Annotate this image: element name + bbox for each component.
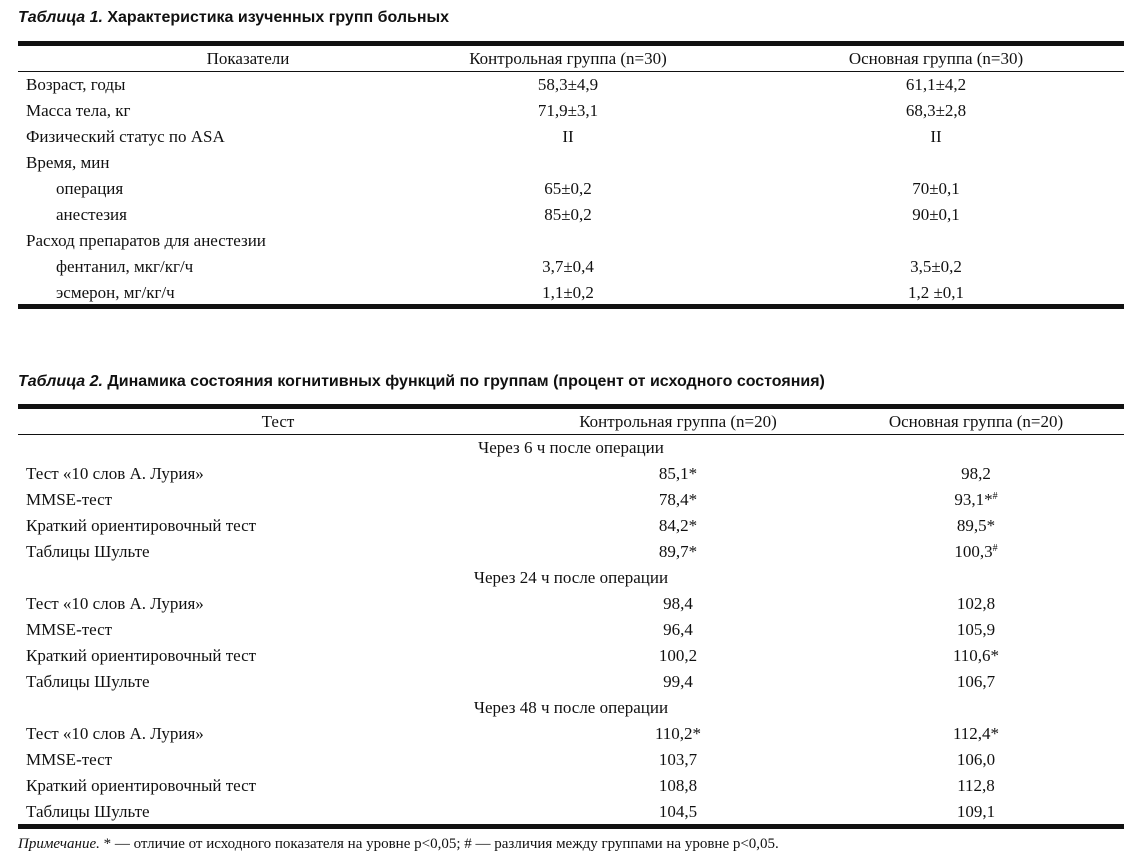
table2-cell-control: 108,8 [658,776,698,795]
table1-cell-control: II [562,127,574,146]
table2-cell-test: MMSE-тест [26,490,113,509]
table2-cell-control: 89,7* [658,542,698,561]
table1-row [18,150,1124,176]
table2-cell-main: 105,9 [956,620,996,639]
table2-cell-control: 96,4 [663,620,693,639]
table1-cell-label: Физический статус по ASA [26,127,225,146]
table2-header-control: Контрольная группа (n=20) [579,412,777,431]
table2-label: Таблица 2. [18,373,103,390]
table1-cell-control: 1,1±0,2 [542,283,594,302]
table1-header-control: Контрольная группа (n=30) [469,49,667,68]
table2-header-row [18,409,1124,435]
table1-row [18,280,1124,306]
table2-cell-main: 93,1*# [954,490,998,509]
table2-row [18,773,1124,799]
table2-row [18,721,1124,747]
table1-row [18,124,1124,150]
table2-header-test: Тест [261,412,295,431]
table1-cell-control: 3,7±0,4 [542,257,594,276]
table2-title: Динамика состояния когнитивных функций по группам (процент от исходного состояния) [107,373,825,390]
table1-cell-main: 68,3±2,8 [905,101,967,120]
table2-cell-control: 100,2 [658,646,698,665]
table2-row [18,669,1124,695]
table2-cell-control: 103,7 [658,750,698,769]
table1-bottom-rule [18,304,1124,309]
table2-cell-main: 100,3# [954,542,998,561]
table1-row [18,98,1124,124]
table1-cell-label: фентанил, мкг/кг/ч [56,257,194,276]
table2-cell-test: Таблицы Шульте [26,802,150,821]
note-label: Примечание. [18,836,100,852]
table1-cell-main: II [930,127,942,146]
table2-cell-main: 98,2 [961,464,991,483]
note-text: * — отличие от исходного показателя на уровне p<0,05; # — различия между группами на уровне p<0,05. [103,836,779,852]
table2-cell-test: Таблицы Шульте [26,672,150,691]
table2-header-main: Основная группа (n=20) [888,412,1064,431]
table1-cell-main: 70±0,1 [912,179,960,198]
table1-header-row [18,46,1124,72]
table2-cell-control: 85,1* [658,464,698,483]
table2-cell-test: Тест «10 слов А. Лурия» [26,594,204,613]
table2-cell-control: 110,2* [654,724,702,743]
table2-row [18,747,1124,773]
table2-cell-control: 104,5 [658,802,698,821]
table1-cell-main: 1,2 ±0,1 [907,283,965,302]
table2-cell-test: Таблицы Шульте [26,542,150,561]
table1-cell-label: эсмерон, мг/кг/ч [56,283,175,302]
table2-row [18,539,1124,565]
table2-cell-main: 89,5* [956,516,996,535]
table2-cell-test: Тест «10 слов А. Лурия» [26,724,204,743]
table2-cell-main: 106,0 [956,750,996,769]
table1-cell-main: 3,5±0,2 [910,257,962,276]
table1-row [18,202,1124,228]
table2-bottom-rule [18,824,1124,829]
table2-section-row [18,695,1124,721]
table2-row [18,461,1124,487]
table2-cell-main: 110,6* [952,646,1000,665]
table2-section-row [18,565,1124,591]
table1-cell-control: 85±0,2 [544,205,592,224]
table2-row [18,799,1124,825]
table2-row [18,591,1124,617]
table2-cell-main: 106,7 [956,672,996,691]
table1-cell-control: 58,3±4,9 [537,75,599,94]
table1-label: Таблица 1. [18,9,103,26]
table2-cell-main: 102,8 [956,594,996,613]
table2-cell-main: 112,4* [952,724,1000,743]
table2-section-title: Через 6 ч после операции [478,438,664,457]
table-note [18,836,779,853]
table2-cell-control: 84,2* [658,516,698,535]
table2-caption [18,373,825,391]
table1-row [18,176,1124,202]
table1-cell-label: анестезия [56,205,127,224]
table1-cell-control: 71,9±3,1 [537,101,599,120]
table1-cell-label: Масса тела, кг [26,101,131,120]
table1-cell-main: 90±0,1 [912,205,960,224]
table1-cell-label: Расход препаратов для анестезии [26,231,266,250]
table2-cell-test: Тест «10 слов А. Лурия» [26,464,204,483]
table2-cell-test: Краткий ориентировочный тест [26,776,257,795]
table1-cell-label: Время, мин [26,153,110,172]
table1-header-indicator: Показатели [206,49,290,68]
table2-cell-main: 109,1 [956,802,996,821]
table2-row [18,513,1124,539]
table1-title: Характеристика изученных групп больных [107,9,450,26]
table2-section-row [18,435,1124,461]
table1-caption [18,9,449,27]
table2-row [18,487,1124,513]
table2-cell-main: 112,8 [957,776,995,795]
table2-cell-test: Краткий ориентировочный тест [26,516,257,535]
table2-row [18,617,1124,643]
table2-section-title: Через 48 ч после операции [473,698,669,717]
table1-row [18,72,1124,98]
table1-cell-label: Возраст, годы [26,75,126,94]
table2-cell-test: MMSE-тест [26,620,113,639]
table1-header-main: Основная группа (n=30) [848,49,1024,68]
table2-cell-control: 78,4* [658,490,698,509]
table2-row [18,643,1124,669]
table2-cell-control: 98,4 [663,594,693,613]
table1-cell-control: 65±0,2 [544,179,592,198]
table1-cell-main: 61,1±4,2 [905,75,967,94]
table1-cell-label: операция [56,179,124,198]
table1-row [18,228,1124,254]
table2-section-title: Через 24 ч после операции [473,568,669,587]
table1-row [18,254,1124,280]
table2-cell-test: MMSE-тест [26,750,113,769]
table2-cell-test: Краткий ориентировочный тест [26,646,257,665]
table2-cell-control: 99,4 [663,672,693,691]
